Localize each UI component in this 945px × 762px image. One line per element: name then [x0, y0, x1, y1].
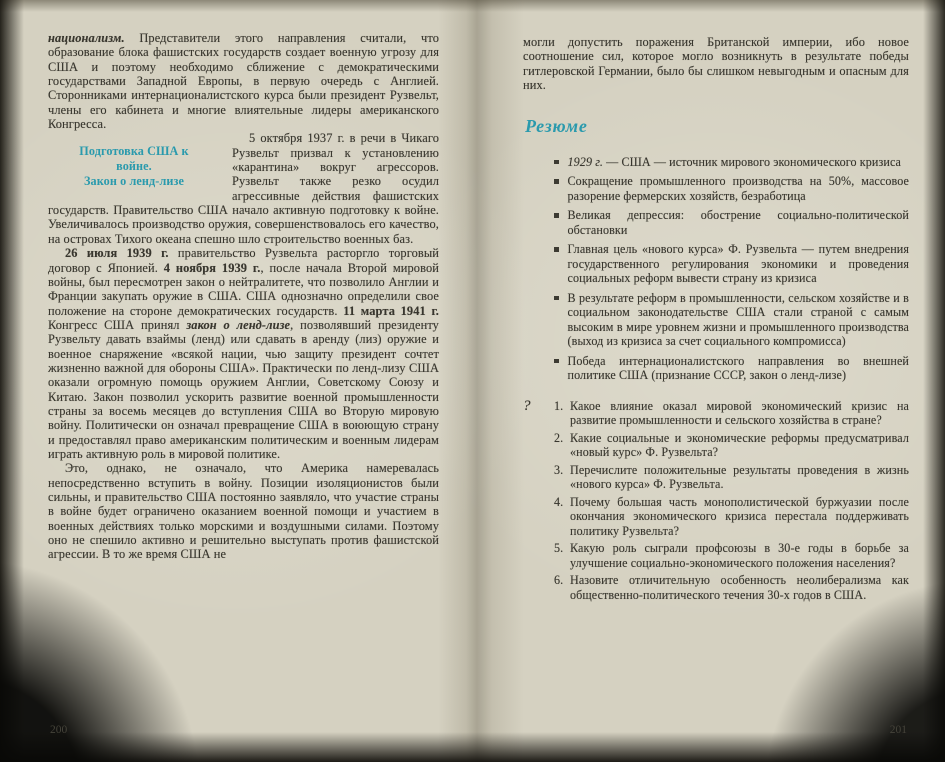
question-number: 5.: [554, 541, 564, 556]
section-war-preparation: [48, 131, 439, 246]
paragraph-internationalism: [48, 31, 439, 131]
questions-block: [523, 397, 909, 603]
left-page: [48, 31, 439, 562]
question-text: Почему большая часть монополистической буржуазии после окончания экономического кризиса перестала поддерживать политику Рузвельта?: [570, 494, 909, 538]
paragraph-text: правительство Рузвельта расторгло торговый договор с Японией.: [48, 246, 439, 275]
question-item: [554, 541, 909, 570]
question-item: [554, 573, 909, 602]
summary-rest: Сокращение промышленного производства на 50%, массовое разорение фермерских хозяйств, безработица: [567, 174, 909, 203]
bullet-icon: [554, 359, 559, 364]
summary-rest: Главная цель «нового курса» Ф. Рузвельта — путем внедрения государственного регулирования экономики и проведения социальных реформ вывести страну из кризиса: [567, 242, 909, 286]
question-number: 3.: [554, 462, 564, 477]
summary-item: [554, 354, 909, 383]
summary-rest: Победа интернационалистского направления во внешней политике США (признание СССР, закон о ленд-лизе): [567, 353, 909, 383]
question-item: [554, 495, 909, 539]
paragraph-text: , позволявший президенту Рузвельту давать взаймы (ленд) или сдавать в аренду (лиз) оружие и военное снаряжение «всякой нации, чью защиту президент сочтет жизненно важной для обороны США». Практически по ленд-лизу США оказали огромную помощь оружием Англии, Советскому Союзу и Китаю. Закон позволил ускорить развитие военной промышленности страны за восемь месяцев до вступления США во Вторую мировую войну. Политически он означал превращение США в воюющую страну и предоставлял право американским политическим и военным лидерам играть активную роль в мировой политике.: [48, 317, 439, 461]
bullet-icon: [554, 213, 559, 218]
summary-item: [554, 155, 909, 170]
margin-heading-line: Закон о ленд-лизе: [83, 174, 185, 189]
summary-text: [568, 291, 910, 349]
summary-rest: — США — источник мирового экономического кризиса: [603, 154, 902, 169]
question-number: 6.: [554, 573, 564, 588]
paragraph-text: Представители этого направления считали, что образование блока фашистских государств создает военную угрозу для США и поэтому необходимо сближение с демократическими государствами Западной Европы, в первую очередь с Англией. Сторонниками интернационалистского курса были президент Рузвельт, члены его кабинета и многие влиятельные лидеры американского Конгресса.: [48, 31, 439, 132]
summary-text: [568, 354, 910, 383]
summary-em: 1929 г.: [567, 154, 603, 169]
date-bold: 11 марта 1941 г.: [343, 303, 440, 318]
margin-heading-line: войне.: [116, 159, 152, 174]
question-text: Какую роль сыграли профсоюзы в 30-е годы в борьбе за улучшение социально-экономического положения населения?: [570, 541, 909, 570]
paragraph-text: Конгресс США принял: [48, 317, 187, 332]
bullet-icon: [554, 296, 559, 301]
margin-heading: [48, 131, 220, 189]
summary-text: [568, 242, 910, 286]
summary-rest: Великая депрессия: обострение социально-политической обстановки: [567, 208, 909, 237]
question-item: [554, 463, 909, 492]
page-number-left: 200: [50, 724, 68, 736]
paragraph-quarantine: 5 октября 1937 г. в речи в Чикаго Рузвельт призвал к установлению «карантина» вокруг агрессоров. Рузвельт также резко осудил агрессивные действия фашистских государств. Правительство США начало активную подготовку к войне. Увеличивалось производство оружия, совершенствовалось его качество, на островах Тихого океана спешно шло строительство военных баз.: [48, 131, 439, 246]
term-bold-italic: закон о ленд-лизе: [186, 317, 291, 332]
summary-item: [554, 291, 909, 349]
bullet-icon: [554, 247, 559, 252]
question-text: Какое влияние оказал мировой экономический кризис на развитие промышленности и сельского хозяйства в стране?: [570, 398, 909, 428]
summary-item: [554, 242, 909, 286]
bullet-icon: [554, 160, 559, 165]
margin-heading-line: Подготовка США к: [79, 144, 189, 159]
date-bold: 26 июля 1939 г.: [65, 246, 169, 261]
question-text: Какие социальные и экономические реформы предусматривал «новый курс» Ф. Рузвельта?: [570, 430, 909, 460]
summary-text: [568, 174, 910, 203]
right-page: [523, 35, 909, 605]
paragraph-text: , после начала Второй мировой войны, был пересмотрен закон о нейтралитете, что позволило Англии и Франции закупать оружие в США. США однозначно определили свое положение на стороне демократических государств.: [48, 260, 439, 318]
question-number: 1.: [554, 398, 564, 413]
question-text: Перечислите положительные результаты проведения в жизнь «нового курса» Ф. Рузвельта.: [570, 462, 909, 492]
summary-rest: В результате реформ в промышленности, сельском хозяйстве и в социальном законодательстве США стали страной с самым высоким в мире уровнем жизни и промышленного производства (выход из кризиса за счет социального компромисса): [567, 290, 909, 349]
summary-text: [568, 155, 910, 170]
summary-list: [554, 155, 909, 383]
paragraph-lend-lease: [48, 246, 439, 461]
question-number: 2.: [554, 430, 564, 445]
paragraph-isolationists: Это, однако, не означало, что Америка намеревалась непосредственно вступить в войну. Позиции изоляционистов были сильны, и правительство США постоянно заявляло, что участие страны в войне будет ограничено оказанием военной помощи и участием в военных действиях только морскими и воздушными силами. Поэтому оно не спешило активно и решительно выступать против фашистской агрессии. В то же время США не: [48, 461, 439, 562]
summary-text: [568, 208, 910, 237]
page-number-right: 201: [889, 724, 907, 736]
summary-item: [554, 174, 909, 203]
resume-heading: Резюме: [525, 116, 588, 137]
bullet-icon: [554, 179, 559, 184]
paragraph-british-empire: могли допустить поражения Британской империи, ибо новое соотношение сил, которое могло возникнуть в результате победы гитлеровской Германии, было бы слишком невыгодным и опасным для них.: [523, 35, 909, 93]
question-number: 4.: [554, 494, 564, 509]
lead-word-bold-italic: национализм.: [48, 31, 125, 45]
question-item: [554, 431, 909, 460]
question-item: [554, 399, 909, 428]
question-text: Назовите отличительную особенность неолиберализма как общественно-политического течения 30-х годов в США.: [570, 573, 909, 602]
question-mark-icon: ?: [523, 397, 531, 414]
summary-item: [554, 208, 909, 237]
date-bold: 4 ноября 1939 г.: [163, 260, 261, 275]
